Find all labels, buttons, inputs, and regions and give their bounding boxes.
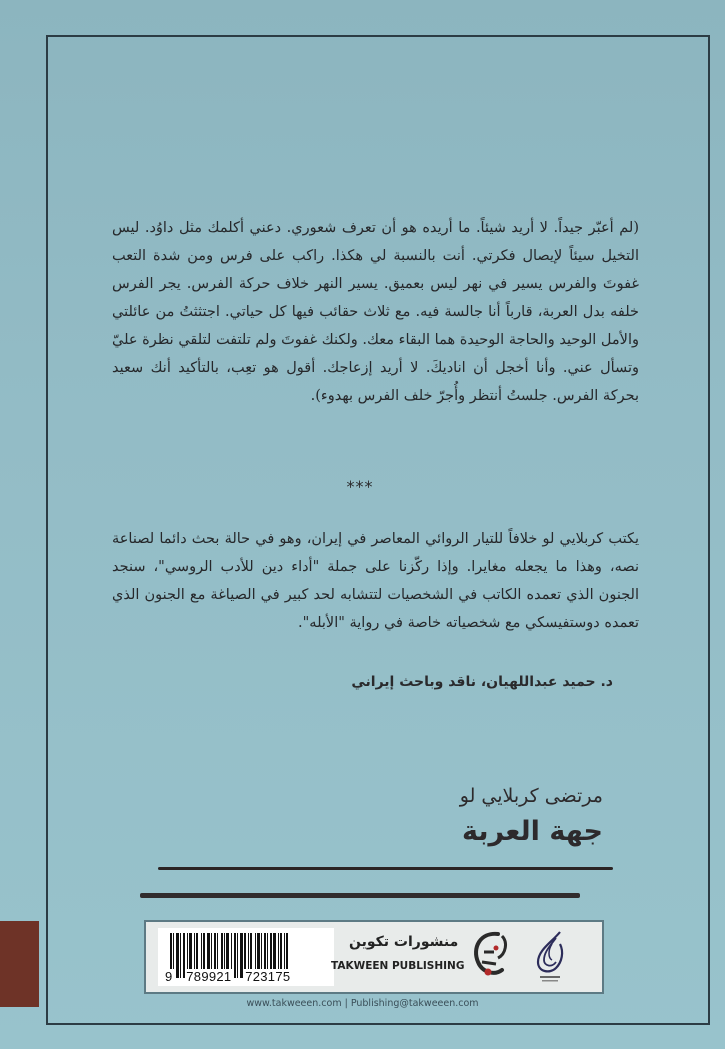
brush-stroke-divider: [140, 893, 580, 898]
review-paragraph: يكتب كربلايي لو خلافاً للتيار الروائي المعاصر في إيران، وهو في حالة بحث دائما لصناعة نصه، وهذا ما يجعله مغايرا. وإذا ركّزنا على جملة "أداء دين للأدب الروسي"، سنجد الجنون الذي تعمده الكاتب في الشخصيات لتتشابه لحد كبير في الصياغة مع الجنون الذي تعمده دوستفيسكي مع شخصياته خاصة في رواية "الأبله".: [112, 531, 639, 631]
isbn-barcode: [158, 928, 334, 986]
rafidain-logo-icon: [530, 928, 570, 986]
book-title: جهة العربة: [462, 816, 603, 847]
excerpt-paragraph: (لم أعبّر جيداً. لا أريد شيئاً. ما أريده هو أن تعرف شعوري. دعني أكلمك مثل داوُد. ليس التخيل سيئاً لإيصال فكرتي. أنت بالنسبة لي هكذا. راكب على فرس ومن شدة التعب غفوتَ والفرس يسير في نهر ليس بعميق. يسير النهر خلاف حركة الفرس. يجر الفرس خلفه بدل العربة، قارباً أنا جالسة فيه. مع ثلاث حقائب فيها كل حياتي. اجتثثتُ من عائلتي والأمل الوحيد والحاجة الوحيدة هما البقاء معك. ولكنك غفوتَ ولم تلتفت لتلقي نظرة عليّ وتسأل عني. وأنا أخجل أن اناديكَ. لا أريد إزعاجك. أقول هو تعِب، بالتأكيد أنك سعيد بحركة الفرس. جلستُ أنتظر وأُجرّ خلف الفرس بهدوء).: [112, 220, 639, 404]
section-separator: ***: [346, 477, 374, 496]
publisher-name-arabic: منشورات تكوين: [349, 934, 459, 950]
isbn-prefix: 9: [165, 969, 173, 984]
spine-color-strip: [0, 921, 39, 1007]
isbn-group-2: 723175: [245, 969, 291, 984]
publisher-contact: www.takweeen.com | Publishing@takweeen.com: [246, 998, 479, 1009]
author-name: مرتضى كربلايي لو: [459, 785, 603, 807]
isbn-group-1: 789921: [186, 969, 232, 984]
takween-logo-icon: [468, 928, 514, 986]
publisher-panel: [144, 920, 604, 994]
review-credit: د. حميد عبداللهيان، ناقد وباحث إيراني: [351, 674, 613, 690]
isbn-number: [164, 969, 329, 984]
brush-stroke-divider: [158, 867, 613, 870]
publisher-name-english: TAKWEEN PUBLISHING: [331, 960, 465, 972]
